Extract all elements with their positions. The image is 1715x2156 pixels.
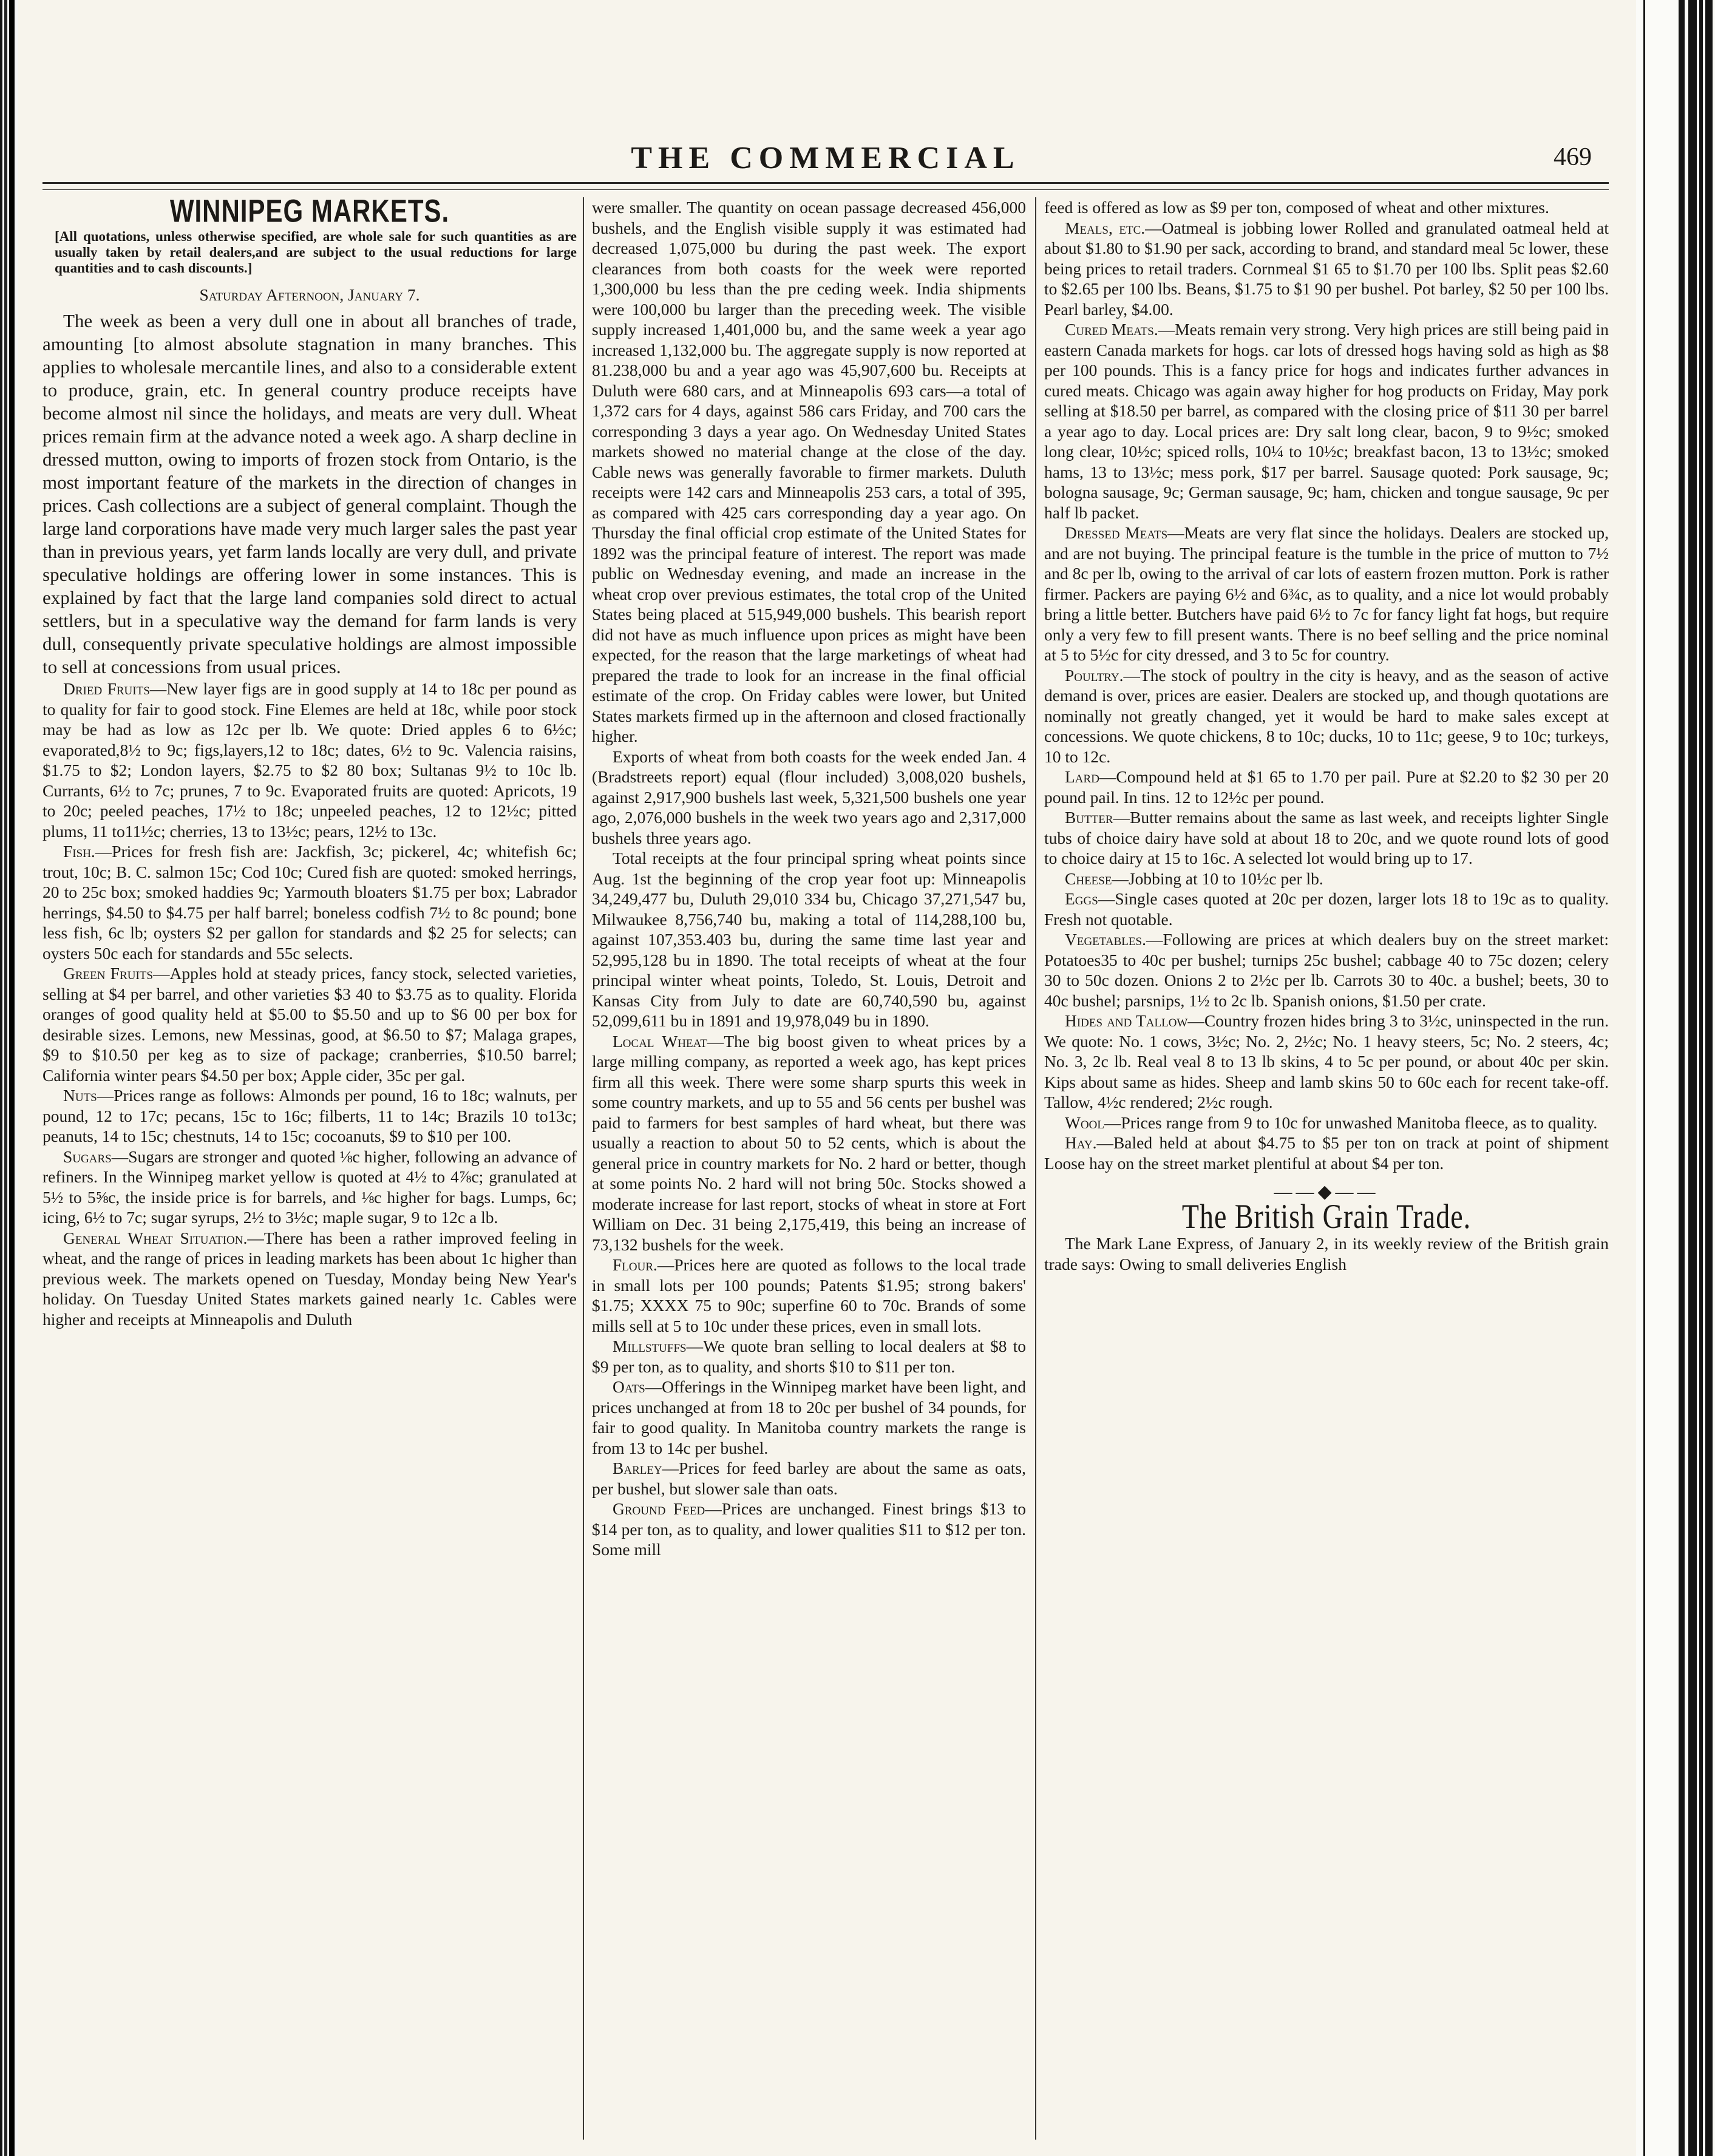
wheat-situation-paragraph [42, 1228, 577, 1330]
nuts-heading: Nuts [63, 1086, 97, 1105]
green-fruits-text: —Apples hold at steady prices, fancy stock, selected varieties, selling at $4 per barrel, and other varieties $3 40 to $3.75 as to quality. Florida oranges of good quality held at $5.00 to $5.50 and up to $6 00 per box for desirable sizes. Lemons, new Messinas, good, at $6.50 to $7; Malaga grapes, $9 to $10.50 per keg as to size of package; cranberries, $10.50 barrel; California winter pears $4.50 per box; Apple cider, 35c per gal. [42, 964, 577, 1085]
flour-paragraph [592, 1255, 1026, 1336]
eggs-heading: Eggs [1065, 889, 1098, 908]
eggs-paragraph [1044, 889, 1609, 929]
barley-heading: Barley [613, 1459, 662, 1477]
dressed-meats-paragraph [1044, 523, 1609, 665]
green-fruits-heading: Green Fruits [63, 964, 153, 983]
wheat-situation-text: .—There has been a rather improved feeling in wheat, and the range of prices in leading markets has been about 1c higher than previous week. The markets opened on Tuesday, Monday being New Year's holiday. On Tuesday United States markets gained nearly 1c. Cables were higher and receipts at Minneapolis and Duluth [42, 1228, 577, 1329]
dried-fruits-text: —New layer figs are in good supply at 14 to 18c per pound as to quality for fair to good stock. Fine Elemes are held at 18c, while poor stock may be had as low as 12c per lb. We quote: Dried apples 6 to 6½c; evaporated,8½ to 9c; figs,layers,12 to 18c; dates, 6½ to 9c. Valencia raisins, $1.75 to $2; London layers, $2.75 to $2 80 box; Sultanas 9½ to 10c lb. Currants, 6½ to 7c; prunes, 7 to 9c. Evaporated fruits are quoted: Apricots, 19 to 20c; peeled peaches, 17½ to 18c; unpeeled peaches, 12 to 12½c; pitted plums, 11 to11½c; cherries, 13 to 13½c; pears, 12½ to 13c. [42, 679, 577, 841]
cured-meats-paragraph [1044, 319, 1609, 523]
eggs-text: —Single cases quoted at 20c per dozen, larger lots 18 to 19c as to quality. Fresh not quotable. [1044, 889, 1609, 929]
dried-fruits-heading: Dried Fruits [63, 679, 150, 698]
section-headline-winnipeg-markets: WINNIPEG MARKETS. [169, 197, 450, 229]
meals-text: —Oatmeal is jobbing lower Rolled and granulated oatmeal held at about $1.80 to $1.90 per sack, according to brand, and standard meal 5c lower, these being prices to retail traders. Cornmeal $1 65 to $1.70 per 100 lbs. Split peas $2.60 to $2.65 per 100 lbs. Beans, $1.75 to $1 90 per bushel. Pot barley, $2 50 per 100 lbs. Pearl barley, $4.00. [1044, 218, 1609, 319]
lard-paragraph [1044, 767, 1609, 807]
scan-edge-left [0, 0, 18, 2156]
barley-paragraph [592, 1458, 1026, 1499]
column-3 [1044, 197, 1609, 2140]
nuts-paragraph [42, 1085, 577, 1147]
sugars-heading: Sugars [63, 1147, 112, 1166]
ground-feed-heading: Ground Feed [613, 1499, 705, 1518]
meals-paragraph [1044, 218, 1609, 320]
barley-text: —Prices for feed barley are about the same as oats, per bushel, but slower sale than oats. [592, 1459, 1026, 1498]
wheat-continued-paragraph: were smaller. The quantity on ocean passage decreased 456,000 bushels, and the English visible supply it was estimated had decreased 1,075,000 bu during the past week. The export clearances from both coasts for the week were reported 1,300,000 bu less than the pre ceding week. India shipments were 100,000 bu larger than the preceding week. The visible supply increased 1,401,000 bu, and the same week a year ago increased 1,132,000 bu. The aggregate supply is now reported at 81.238,000 bu and a year ago was 45,907,600 bu. Receipts at Duluth were 680 cars, and at Minneapolis 693 cars—a total of 1,372 cars for 4 days, against 586 cars Friday, and 700 cars the corresponding 3 days a year ago. On Wednesday United States markets showed no material change at the close of the day. Cable news was generally favorable to firmer markets. Duluth receipts were 142 cars and Minneapolis 253 cars, a total of 395, as compared with 425 cars corresponding day a year ago. On Thursday the final official crop estimate of the United States for 1892 was the principal feature of interest. The report was made public on Wednesday evening, and made an increase in the wheat crop over previous estimates, the total crop of the United States being placed at 515,949,000 bushels. This bearish report did not have as much influence upon prices as might have been expected, for the reason that the large marketings of wheat had prepared the trade to look for an increase in the final official estimate of the crop. On Friday cables were lower, but United States markets firmed up in the afternoon and closed fractionally higher. [592, 198, 1026, 745]
sugars-text: —Sugars are stronger and quoted ⅛c higher, following an advance of refiners. In the Winnipeg market yellow is quoted at 4½ to 4⅞c; granulated at 5½ to 5⅝c, the inside price is for barrels, and ⅛c higher for bags. Lumps, 6c; icing, 6½ to 7c; sugar syrups, 2½ to 3½c; maple sugar, 9 to 12c a lb. [42, 1147, 577, 1227]
vegetables-paragraph [1044, 929, 1609, 1011]
quotations-note: [All quotations, unless otherwise specified, are whole sale for such quantities as are usually taken by retail dealers,and are subject to the usual reductions for large quantities and to cash discounts.] [55, 228, 577, 276]
sugars-paragraph [42, 1147, 577, 1228]
vegetables-text: .—Following are prices at which dealers buy on the street market: Potatoes35 to 40c per bushel; turnips 25c bushel; cabbage 40 to 75c dozen; celery 30 to 50c dozen. Onions 2 to 2½c per lb. Carrots 30 to 40c. a bushel; beets, 30 to 40c bushel; parsnips, 1½ to 2c lb. Spanish onions, $1.50 per crate. [1044, 930, 1609, 1010]
dressed-meats-text: —Meats are very flat since the holidays. Dealers are stocked up, and are not buying. The principal feature is the tumble in the price of mutton to 7½ and 8c per lb, owing to the arrival of car lots of eastern frozen mutton. Pork is rather firmer. Packers are paying 6½ and 6¾c, as to quality, and a nice lot would probably bring a little better. Butchers have paid 6½ to 7c for fancy light fat hogs, but require only a very few to fill present wants. There is no beef selling and the price nominal at 5 to 5½c for city dressed, and 3 to 5c for country. [1044, 523, 1609, 664]
poultry-paragraph [1044, 665, 1609, 767]
flour-text: .—Prices here are quoted as follows to the local trade in small lots per 100 pounds; Patents $1.95; strong bakers' $1.75; XXXX 75 to 90c; superfine 60 to 70c. Brands of some mills sell at 5 to 10c under these prices, even in small lots. [592, 1255, 1026, 1335]
ground-feed-text: —Prices are unchanged. Finest brings $13 to $14 per ton, as to quality, and lower qualities $11 to $12 per ton. Some mill [592, 1499, 1026, 1559]
green-fruits-paragraph [42, 963, 577, 1085]
section-headline-british-grain-trade: The British Grain Trade. [1181, 1196, 1472, 1235]
dressed-meats-heading: Dressed Meats [1065, 523, 1168, 542]
hides-heading: Hides and Tallow [1065, 1011, 1188, 1030]
cheese-text: —Jobbing at 10 to 10½c per lb. [1112, 869, 1323, 888]
wheat-situation-heading: General Wheat Situation [63, 1228, 243, 1247]
local-wheat-text: —The big boost given to wheat prices by a large milling company, as reported a week ago, has kept prices firm all this week. There were some sharp spurts this week in some country markets, and up to 55 and 56 cents per bushel was paid to farmers for best samples of hard wheat, but there was usually a reaction to about 50 to 52 cents, which is about the general price in country markets for No. 2 hard or better, though at some points No. 2 hard will not bring 50c. Stocks showed a moderate increase for last report, stocks of wheat in store at Fort William on Dec. 31 being 2,175,419, this being an increase of 73,132 bushels for the week. [592, 1031, 1026, 1254]
wheat-receipts-paragraph: Total receipts at the four principal spring wheat points since Aug. 1st the beginning of the crop year foot up: Minneapolis 34,249,477 bu, Duluth 29,010 334 bu, Chicago 37,271,547 bu, Milwaukee 8,756,740 bu, making a total of 114,288,100 bu, against 107,353.403 bu, during the same time last year and 52,995,128 bu in 1890. The total receipts of wheat at the four principal winter wheat points, Toledo, St. Louis, Detroit and Kansas City from July to date are 60,740,590 bu, against 52,099,611 bu in 1891 and 19,978,049 bu in 1890. [592, 849, 1026, 1030]
oats-text: —Offerings in the Winnipeg market have been light, and prices unchanged at from 18 to 20c per bushel of 34 pounds, for fair to good quality. In Manitoba country markets the range is from 13 to 14c per bushel. [592, 1377, 1026, 1457]
millstuffs-paragraph [592, 1336, 1026, 1377]
fish-paragraph [42, 841, 577, 963]
poultry-heading: Poultry [1065, 665, 1119, 685]
vegetables-heading: Vegetables [1065, 930, 1143, 949]
butter-paragraph [1044, 807, 1609, 869]
local-wheat-heading: Local Wheat [613, 1031, 707, 1051]
hay-text: .—Baled held at about $4.75 to $5 per ton on track at point of shipment Loose hay on the street market plentiful at about $4 per ton. [1044, 1133, 1609, 1173]
column-divider-1 [583, 197, 584, 2140]
wool-heading: Wool [1065, 1113, 1105, 1132]
cured-meats-text: .—Meats remain very strong. Very high prices are still being paid in eastern Canada markets for hogs. car lots of dressed hogs having sold as high as $8 per 100 pounds. This is a fancy price for hogs and indicates further advances in cured meats. Chicago was again away higher for hog products on Friday, May pork selling at $18.50 per barrel, as compared with the closing price of $11 30 per barrel a year ago to day. Local prices are: Dry salt long clear, bacon, 9 to 9½c; smoked long clear, 10½c; spiced rolls, 10¼ to 10½c; breakfast bacon, 13 to 13½c; smoked hams, 13 to 13½c; mess pork, $17 per barrel. Sausage quoted: Pork sausage, 9c; bologna sausage, 9c; German sausage, 9c; ham, chicken and tongue sausage, 9c per half lb packet. [1044, 320, 1609, 522]
oats-heading: Oats [613, 1377, 645, 1396]
section-divider-ornament: ——◆—— [1274, 1182, 1379, 1202]
column-divider-2 [1035, 197, 1036, 2140]
cured-meats-heading: Cured Meats [1065, 320, 1154, 339]
local-wheat-paragraph [592, 1031, 1026, 1255]
ground-feed-paragraph [592, 1499, 1026, 1560]
header-rule-thin [42, 189, 1609, 190]
poultry-text: .—The stock of poultry in the city is heavy, and as the season of active demand is over, prices are easier. Dealers are stocked up, and though quotations are nominally not greatly changed, yet it would be hard to make sales except at concessions. We quote chickens, 8 to 10c; ducks, 10 to 11c; geese, 9 to 10c; turkeys, 10 to 12c. [1044, 665, 1609, 766]
hay-paragraph [1044, 1133, 1609, 1173]
column-1 [42, 197, 577, 2140]
page-number: 469 [1554, 143, 1592, 171]
butter-heading: Butter [1065, 808, 1113, 827]
cheese-heading: Cheese [1065, 869, 1112, 888]
hay-heading: Hay [1065, 1133, 1093, 1152]
fish-heading: Fish [63, 842, 91, 861]
masthead-title: THE COMMERCIAL [631, 141, 1021, 175]
column-2 [592, 197, 1026, 2140]
scan-edge-right [1636, 0, 1715, 2156]
feed-continued-paragraph: feed is offered as low as $9 per ton, composed of wheat and other mixtures. [1044, 198, 1549, 217]
cheese-paragraph [1044, 869, 1609, 889]
wheat-exports-paragraph: Exports of wheat from both coasts for the week ended Jan. 4 (Bradstreets report) equal (flour included) 3,008,020 bushels, against 2,917,900 bushels last week, 5,321,500 bushels one year ago, 2,076,000 bushels in the week two years ago and 2,317,000 bushels three years ago. [592, 747, 1026, 847]
lard-text: —Compound held at $1 65 to 1.70 per pail. Pure at $2.20 to $2 30 per 20 pound pail. In tins. 12 to 12½c per pound. [1044, 767, 1609, 807]
page-header [42, 137, 1609, 179]
meals-heading: Meals, etc. [1065, 218, 1146, 237]
hides-paragraph [1044, 1011, 1609, 1113]
millstuffs-text: —We quote bran selling to local dealers at $8 to $9 per ton, as to quality, and shorts $10 to $11 per ton. [592, 1337, 1026, 1376]
flour-heading: Flour [613, 1255, 654, 1274]
lard-heading: Lard [1065, 767, 1099, 786]
millstuffs-heading: Millstuffs [613, 1337, 687, 1355]
dateline: Saturday Afternoon, January 7. [199, 285, 420, 304]
british-grain-paragraph: The Mark Lane Express, of January 2, in its weekly review of the British grain trade says: Owing to small deliveries English [1044, 1234, 1609, 1273]
wool-text: —Prices range from 9 to 10c for unwashed Manitoba fleece, as to quality. [1104, 1113, 1598, 1132]
fish-text: .—Prices for fresh fish are: Jackfish, 3c; pickerel, 4c; whitefish 6c; trout, 10c; B. C. salmon 15c; Cod 10c; Cured fish are quoted: smoked herrings, 20 to 25c box; smoked haddies 9c; Yarmouth bloaters $1.75 per box; Labrador herrings, $4.50 to $4.75 per half barrel; boneless codfish 7½ to 8c pound; bone less fish, 6c lb; oysters $2 per gallon for standards and $2 25 for selects; can oysters 50c each for standards and 55c selects. [42, 842, 577, 963]
dried-fruits-paragraph [42, 679, 577, 841]
wool-paragraph [1044, 1113, 1609, 1133]
oats-paragraph [592, 1377, 1026, 1458]
header-rule [42, 182, 1609, 184]
nuts-text: —Prices range as follows: Almonds per pound, 16 to 18c; walnuts, per pound, 12 to 17c; pecans, 15c to 16c; filberts, 11 to 14c; Brazils 10 to13c; peanuts, 14 to 15c; chestnuts, 14 to 15c; cocoanuts, $9 to $10 per 100. [42, 1086, 577, 1145]
hides-text: —Country frozen hides bring 3 to 3½c, uninspected in the run. We quote: No. 1 cows, 3½c; No. 2, 2½c; No. 1 heavy steers, 5c; No. 2 steers, 4c; No. 3, 2c lb. Real veal 8 to 13 lb skins, 4 to 5c per pound, or about 40c per skin. Kips about same as hides. Sheep and lamb skins 50 to 60c each for recent take-off. Tallow, 4½c rendered; 2½c rough. [1044, 1011, 1609, 1111]
butter-text: —Butter remains about the same as last week, and receipts lighter Single tubs of choice dairy have sold at about 18 to 20c, and we quote round lots of good to choice dairy at 15 to 16c. A selected lot would bring up to 17. [1044, 808, 1609, 867]
market-summary-paragraph: The week as been a very dull one in about all branches of trade, amounting [to almost absolute stagnation in many branches. This applies to wholesale mercantile lines, and also to a considerable extent to produce, grain, etc. In general country produce receipts have become almost nil since the holidays, and meats are very dull. Wheat prices remain firm at the advance noted a week ago. A sharp decline in dressed mutton, owing to imports of frozen stock from Ontario, is the most important feature of the markets in the direction of changes in prices. Cash collections are a subject of general complaint. Though the large land corporations have made very much larger sales the past year than in previous years, yet farm lands locally are very dull, and private speculative holdings are offering lower in some instances. This is explained by fact that the large land companies sold direct to actual settlers, but in a speculative way the demand for farm lands is very dull, consequently private speculative holdings are almost impossible to sell at concessions from usual prices. [42, 310, 577, 677]
